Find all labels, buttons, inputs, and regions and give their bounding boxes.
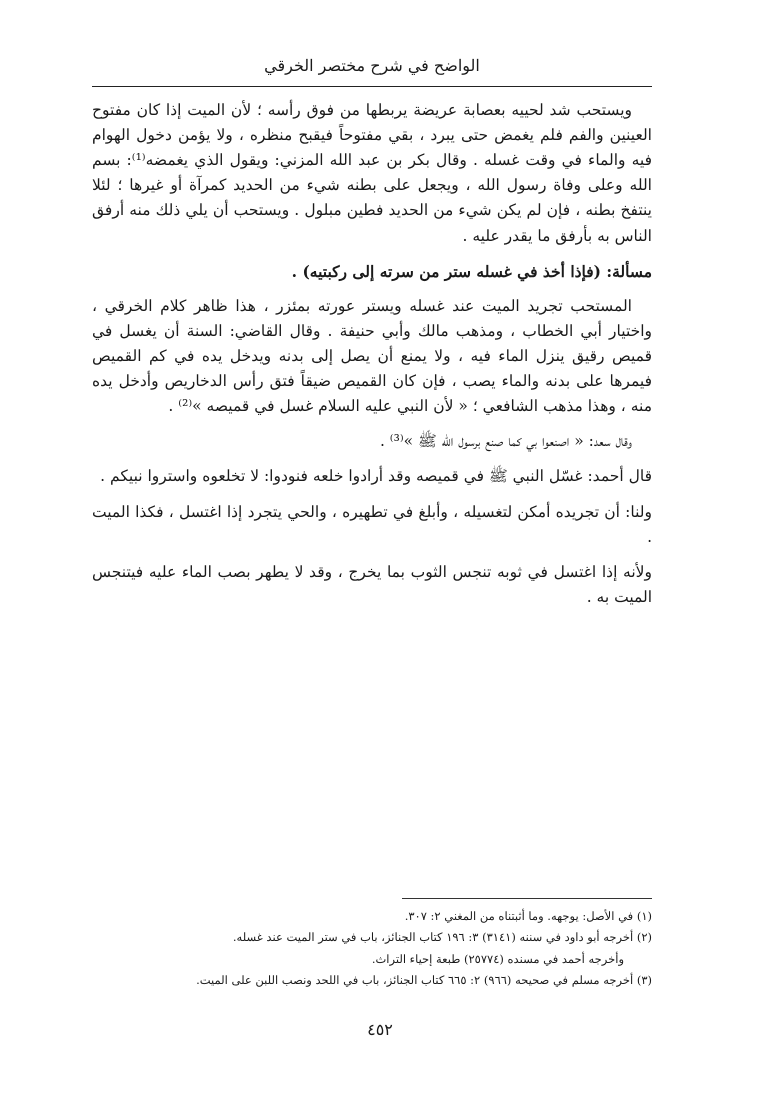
paragraph: وقال سعد: « اصنعوا بي كما صنع برسول الله ﷺ »⁽³⁾ .	[379, 432, 632, 451]
main-text	[92, 98, 652, 620]
header-divider	[92, 86, 652, 87]
page-number: ٤٥٢	[367, 1020, 393, 1039]
footnote-divider	[402, 898, 652, 899]
footnotes	[92, 906, 652, 991]
running-header: الواضح في شرح مختصر الخرقي	[264, 56, 480, 75]
paragraph: ويستحب شد لحييه بعصابة عريضة يربطها من فوق رأسه ؛ لأن الميت إذا كان مفتوح العينين والفم فلم يغمض حتى يبرد ، بقي مفتوحاً فيقبح منظره ، ولا يؤمن دخول الهوام فيه والماء في وقت غسله . وقال بكر بن عبد الله المزني: ويقول الذي يغمضه⁽¹⁾: بسم الله وعلى وفاة رسول الله ، ويجعل على بطنه شيء من الحديد كمرآة أو غيرها ؛ لئلا ينتفخ بطنه ، فإن لم يكن شيء من الحديد فطين مبلول . ويستحب أن يلي ذلك منه أرفق الناس به بأرفق ما يقدر عليه .	[92, 101, 652, 245]
footnote: (٣) أخرجه مسلم في صحيحه (٩٦٦) ٢: ٦٦٥ كتاب الجنائز، باب في اللحد ونصب اللبن على الميت.	[196, 972, 652, 987]
paragraph: المستحب تجريد الميت عند غسله ويستر عورته بمئزر ، هذا ظاهر كلام الخرقي ، واختيار أبي الخطاب ، ومذهب مالك وأبي حنيفة . وقال القاضي: السنة أن يغسل في قميص رقيق ينزل الماء فيه ، ولا يمنع أن يصل إلى بدنه ويدخل يده في كم القميص فيمرها على بدنه والماء يصب ، فإن كان القميص ضيقاً فتق رأس الدخاريص وأدخل يده منه ، وهذا مذهب الشافعي ؛ « لأن النبي عليه السلام غسل في قميصه »⁽²⁾ .	[92, 296, 652, 416]
paragraph: ولنا: أن تجريده أمكن لتغسيله ، وأبلغ في تطهيره ، والحي يتجرد إذا اغتسل ، فكذا الميت .	[92, 502, 652, 546]
footnote: (٢) أخرجه أبو داود في سننه (٣١٤١) ٣: ١٩٦ كتاب الجنائز، باب في ستر الميت عند غسله.	[232, 930, 652, 945]
paragraph: قال أحمد: غسّل النبي ﷺ في قميصه وقد أرادوا خلعه فنودوا: لا تخلعوه واستروا نبيكم .	[100, 467, 652, 486]
issue-heading: مسألة: (فإذا أخذ في غسله ستر من سرته إلى ركبتيه) .	[291, 261, 652, 281]
footnote: (١) في الأصل: يوجهه. وما أثبتناه من المغني ٢: ٣٠٧.	[404, 909, 652, 923]
paragraph: ولأنه إذا اغتسل في ثوبه تنجس الثوب بما يخرج ، وقد لا يطهر بصب الماء عليه فيتنجس الميت به .	[92, 562, 652, 606]
footnote-continuation: وأخرجه أحمد في مسنده (٢٥٧٧٤) طبعة إحياء التراث.	[371, 951, 624, 966]
